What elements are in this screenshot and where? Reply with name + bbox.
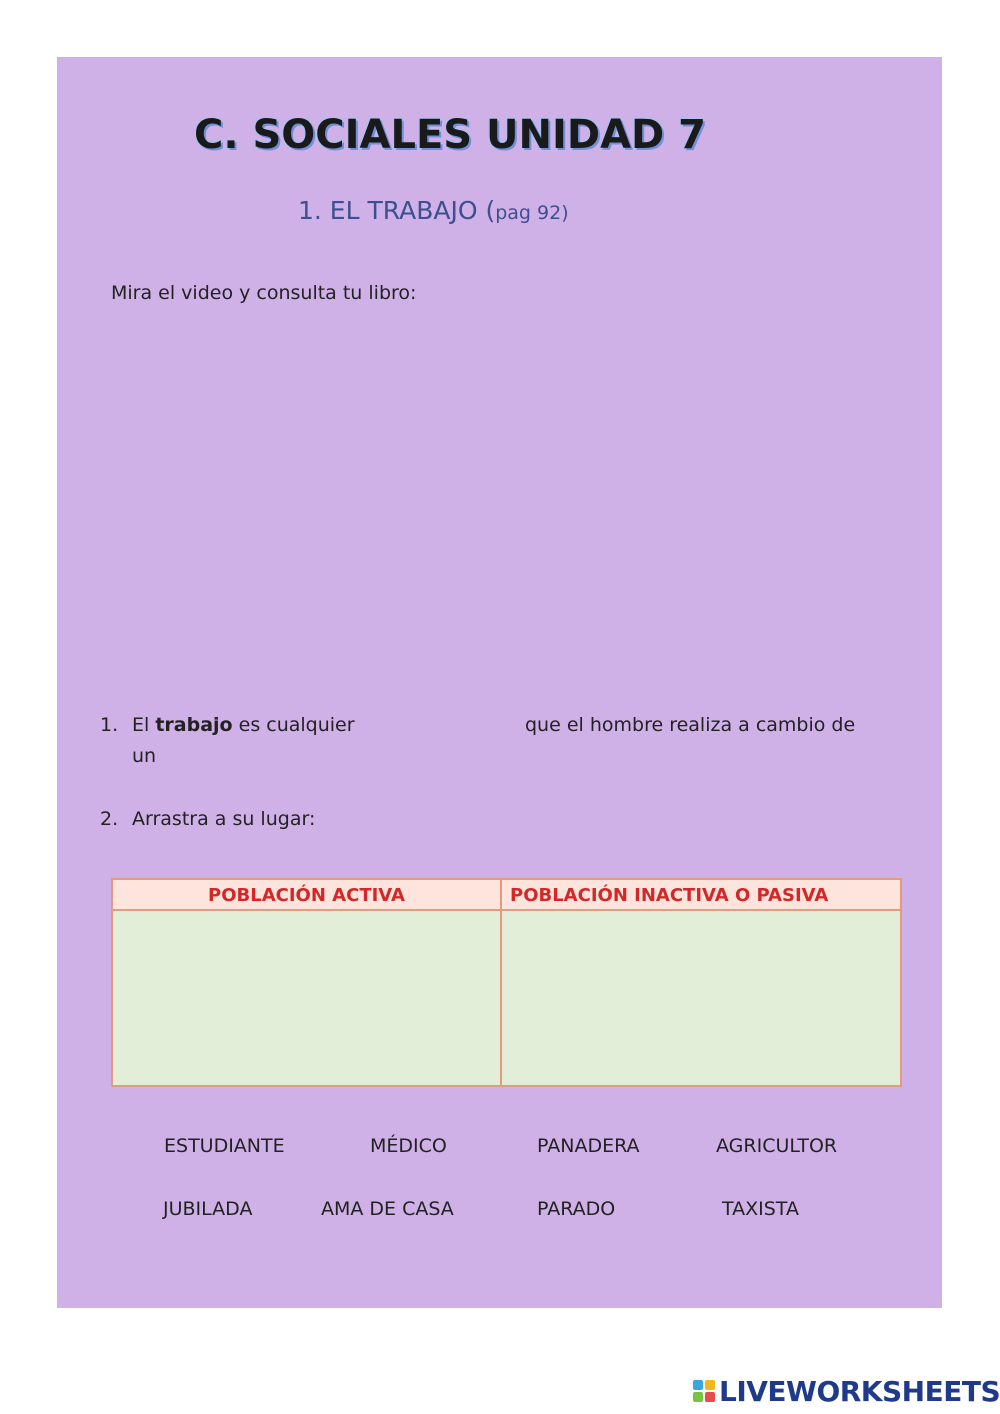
liveworksheets-logo-icon <box>693 1380 715 1402</box>
dropzone-poblacion-inactiva[interactable] <box>502 911 900 1085</box>
brand-name: LIVEWORKSHEETS <box>719 1374 1000 1408</box>
question-1-continuation: que el hombre realiza a cambio de <box>525 714 856 736</box>
question-1-text <box>132 714 355 736</box>
drag-word-panadera[interactable]: PANADERA <box>537 1135 640 1157</box>
answer-blank-2[interactable] <box>165 742 365 769</box>
question-1-number: 1. <box>100 714 119 736</box>
question-1-middle: es cualquier <box>232 714 355 736</box>
worksheet-page <box>57 57 942 1308</box>
section-title-main: 1. EL TRABAJO ( <box>298 196 496 225</box>
question-2-number: 2. <box>100 808 119 830</box>
drag-word-ama-de-casa[interactable]: AMA DE CASA <box>321 1198 454 1220</box>
drag-word-jubilada[interactable]: JUBILADA <box>163 1198 253 1220</box>
drag-word-estudiante[interactable]: ESTUDIANTE <box>164 1135 285 1157</box>
question-1-keyword: trabajo <box>155 714 233 736</box>
worksheet-title: C. SOCIALES UNIDAD 7 <box>194 112 706 158</box>
question-1-line2: un <box>132 745 157 767</box>
section-title-page: pag 92) <box>495 202 569 224</box>
liveworksheets-brand <box>693 1375 1000 1407</box>
header-poblacion-inactiva: POBLACIÓN INACTIVA O PASIVA <box>502 880 900 911</box>
drag-word-medico[interactable]: MÉDICO <box>370 1135 447 1157</box>
dropzone-poblacion-activa[interactable] <box>113 911 500 1085</box>
header-poblacion-activa: POBLACIÓN ACTIVA <box>113 880 500 911</box>
section-title <box>298 196 569 225</box>
drag-word-taxista[interactable]: TAXISTA <box>722 1198 799 1220</box>
intro-text: Mira el video y consulta tu libro: <box>111 282 417 304</box>
question-1-prefix: El <box>132 714 156 736</box>
drag-word-agricultor[interactable]: AGRICULTOR <box>716 1135 838 1157</box>
classification-table <box>111 878 902 1087</box>
drag-word-parado[interactable]: PARADO <box>537 1198 616 1220</box>
answer-blank-1[interactable] <box>352 711 517 738</box>
question-2-text: Arrastra a su lugar: <box>132 808 316 830</box>
